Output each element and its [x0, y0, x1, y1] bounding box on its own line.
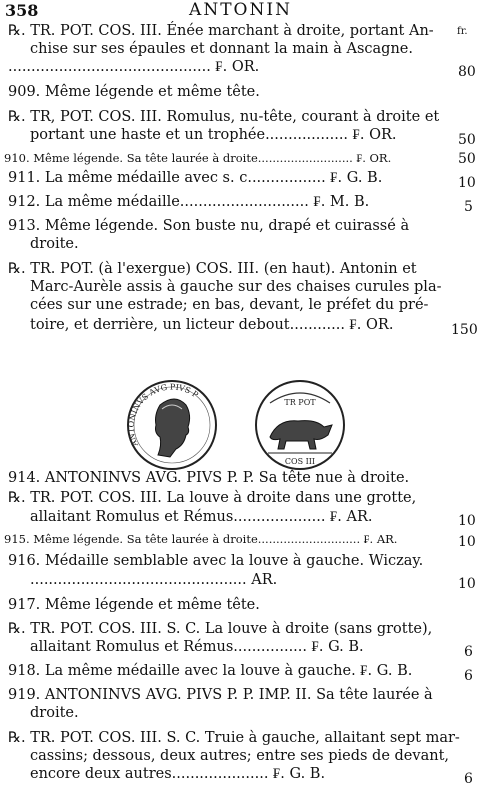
text-line: droite. [30, 705, 79, 721]
coin-obverse-legend: ANTONINVS AVG PIVS P [126, 382, 200, 448]
page-number: 358 [5, 1, 39, 20]
price-value: 50 [458, 132, 476, 148]
text-line: 910. Même légende. Sa tête laurée à droite.......................... ₣. OR. [4, 151, 392, 165]
coin-illustrations [120, 375, 360, 475]
price-value: 80 [458, 64, 476, 80]
price-value: 6 [464, 644, 473, 660]
text-line: droite. [30, 236, 79, 252]
price-value: 10 [458, 513, 476, 529]
text-line: 909. Même légende et même tête. [8, 84, 260, 100]
coin-reverse-top: TR POT [284, 398, 316, 407]
text-line: allaitant Romulus et Rémus.................... ₣. AR. [30, 509, 373, 525]
text-line: 916. Médaille semblable avec la louve à gauche. Wiczay. [8, 553, 424, 569]
text-line: 911. La même médaille avec s. c................. ₣. G. B. [8, 170, 383, 186]
text-line: toire, et derrière, un licteur debout............ ₣. OR. [30, 317, 394, 333]
text-line: ℞. TR. POT. (à l'exergue) COS. III. (en haut). Antonin et [8, 261, 417, 277]
text-line: portant une haste et un trophée.................. ₣. OR. [30, 127, 397, 143]
price-value: 150 [451, 322, 478, 338]
price-value: 10 [458, 576, 476, 592]
text-line: ℞. TR, POT. COS. III. Romulus, nu-tête, courant à droite et [8, 109, 440, 125]
price-value: 50 [458, 151, 476, 167]
text-line: ............................................ ₣. OR. [8, 59, 260, 75]
text-line: ℞. TR. POT. COS. III. La louve à droite dans une grotte, [8, 490, 417, 506]
price-value: 5 [464, 199, 473, 215]
text-line: 917. Même légende et même tête. [8, 597, 260, 613]
page-header [0, 0, 481, 22]
coin-obverse [127, 381, 216, 469]
text-line: cassins; dessous, deux autres; entre ses pieds de devant, [30, 748, 449, 764]
text-line: 912. La même médaille............................ ₣. M. B. [8, 194, 370, 210]
text-line: 919. ANTONINVS AVG. PIVS P. P. IMP. II. Sa tête laurée à [8, 687, 433, 703]
text-line: chise sur ses épaules et donnant la main à Ascagne. [30, 41, 413, 57]
text-line: 913. Même légende. Son buste nu, drapé et cuirassé à [8, 218, 410, 234]
coin-reverse [256, 381, 344, 469]
price-value: 6 [464, 668, 473, 684]
text-line: ℞. TR. POT. COS. III. S. C. La louve à droite (sans grotte), [8, 621, 433, 637]
column-unit: fr. [457, 26, 468, 37]
running-title: ANTONIN [189, 0, 292, 20]
text-line: 914. ANTONINVS AVG. PIVS P. P. Sa tête nue à droite. [8, 470, 410, 486]
price-value: 10 [458, 534, 476, 550]
text-line: 918. La même médaille avec la louve à gauche. ₣. G. B. [8, 663, 413, 679]
text-line: encore deux autres..................... ₣. G. B. [30, 766, 326, 782]
text-line: allaitant Romulus et Rémus................ ₣. G. B. [30, 639, 364, 655]
text-line: 915. Même légende. Sa tête laurée à droite............................ ₣. AR. [4, 532, 398, 546]
text-line: Marc-Aurèle assis à gauche sur des chaises curules pla- [30, 279, 442, 295]
text-line: ℞. TR. POT. COS. III. S. C. Truie à gauche, allaitant sept mar- [8, 730, 460, 746]
text-line: cées sur une estrade; en bas, devant, le préfet du pré- [30, 297, 429, 313]
text-line: ............................................... AR. [30, 572, 278, 588]
text-line: ℞. TR. POT. COS. III. Énée marchant à droite, portant An- [8, 23, 434, 39]
price-value: 6 [464, 771, 473, 787]
coin-reverse-exergue: COS III [284, 457, 316, 466]
price-value: 10 [458, 175, 476, 191]
